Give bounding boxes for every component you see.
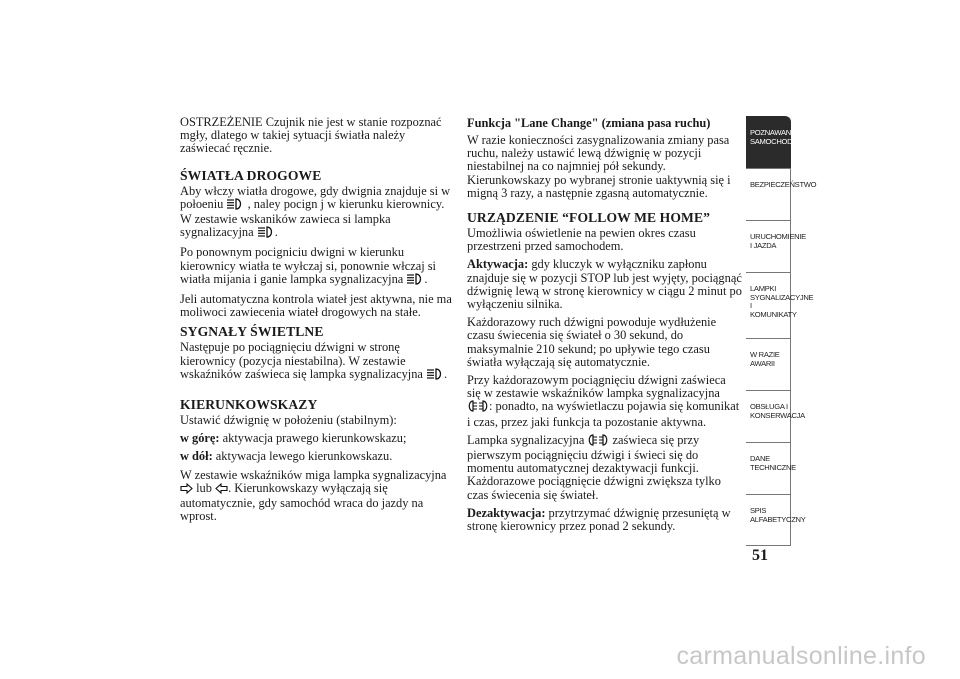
text-span: W zestawie wskaźników miga lampka sygnalizacyjna xyxy=(180,467,447,482)
follow-me-paragraph-4 xyxy=(467,434,742,502)
indicators-intro: Ustawić dźwignię w położeniu (stabilnym): xyxy=(180,413,397,428)
tab-spis-alfabetyczny[interactable]: SPIS ALFABETYCZNY xyxy=(746,494,791,546)
high-beam-icon xyxy=(226,198,244,213)
high-beam-paragraph-3: Jeli automatyczna kontrola wiateł jest aktywna, nie ma moliwoci zawiecenia wiateł drogowych na stałe. xyxy=(180,292,452,320)
indicators-paragraph-2 xyxy=(180,469,452,524)
follow-me-activation xyxy=(467,258,742,311)
follow-me-paragraph-2: Każdorazowy ruch dźwigni powoduje wydłużenie czasu świecenia się świateł o 30 sekund, do maksymalnie 210 sekund; po upływie tego czasu światła wyłączają się automatycznie. xyxy=(467,315,717,369)
text-span: , naley pocign j w kierunku kierownicy. W zestawie wskaników zawieca si lampka sygnalizacyjna xyxy=(180,196,445,240)
lane-change-heading: Funkcja "Lane Change" (zmiana pasa ruchu) xyxy=(467,116,711,130)
label-up: w górę: xyxy=(180,431,220,446)
tab-bezpieczenstwo[interactable]: BEZPIECZEŃSTWO xyxy=(746,168,791,220)
turn-right-arrow-icon xyxy=(180,483,193,497)
high-beam-icon xyxy=(257,226,275,241)
text-span: Następuje po pociągnięciu dźwigni w stronę kierownicy (pozycja niestabilna). W zestawie wskaźników zaświeca się lampka sygnalizacyjna xyxy=(180,340,423,381)
text-span: : ponadto, na wyświetlaczu pojawia się komunikat i czas, przez jaki funkcja ta pozostanie aktywna. xyxy=(467,399,740,429)
indicators-down xyxy=(180,450,452,463)
high-beam-icon xyxy=(426,368,444,383)
follow-me-heading: URZĄDZENIE “FOLLOW ME HOME” xyxy=(467,210,711,226)
fog-warning: OSTRZEŻENIE Czujnik nie jest w stanie rozpoznać mgły, dlatego w takiej sytuacji światła należy zaświecać ręcznie. xyxy=(180,115,442,156)
text-span: zaświeca się przy pierwszym pociągnięciu dźwigi i świeci się do momentu automatycznej dezaktywacji funkcji. Każdorazowe pociągnięcie dźwigni zwiększa tylko czas świecenia się świateł. xyxy=(467,432,721,502)
follow-me-intro: Umożliwia oświetlenie na pewien okres czasu przestrzeni przed samochodem. xyxy=(467,226,696,254)
lane-change-paragraph: W razie konieczności zasygnalizowania zmiany pasa ruchu, należy ustawić lewą dźwignię w pozycji niestabilnej na co najmniej pół sekundy. Kierunkowskazy po wybranej stronie uaktywnią się i migną 3 razy, a następnie zgasną automatycznie. xyxy=(467,133,731,200)
tab-poznawanie-samochodu[interactable]: POZNAWANIE SAMOCHODU xyxy=(746,116,791,168)
text-span: . Kierunkowskazy wyłączają się automatycznie, gdy samochód wraca do jazdy na wprost. xyxy=(180,480,424,524)
text-span: Aby włczy wiatła drogowe, gdy dwignia znajduje si w połoeniu xyxy=(180,183,451,211)
right-column xyxy=(467,116,742,538)
label-down: w dół: xyxy=(180,449,213,464)
text-span: Przy każdorazowym pociągnięciu dźwigni zaświeca się w zestawie wskaźników lampka sygnalizacyjna xyxy=(467,373,726,401)
text-span: Po ponownym pocigniciu dwigni w kierunku kierownicy wiatła te wyłczaj si, ponownie włczaj si wiatła mijania i ganie lampka sygnalizacyjna xyxy=(180,245,436,286)
indicators-up xyxy=(180,432,452,445)
text-span: aktywacja lewego kierunkowskazu. xyxy=(212,449,393,464)
tab-dane-techniczne[interactable]: DANE TECHNICZNE xyxy=(746,442,791,494)
flash-heading: SYGNAŁY ŚWIETLNE xyxy=(180,324,324,340)
tab-uruchomienie-i-jazda[interactable]: URUCHOMIENIE I JAZDA xyxy=(746,220,791,272)
left-column xyxy=(180,116,452,528)
high-beam-heading: ŚWIATŁA DROGOWE xyxy=(180,167,322,183)
text-span: gdy kluczyk w wyłączniku zapłonu znajduje się w pozycji STOP lub jest wyjęty, pociągnąć dźwignię lewą w stronę kierownicy w ciągu 2 minut po wyłączeniu silnika. xyxy=(467,257,742,312)
chapter-tabs xyxy=(746,116,817,546)
text-span: przytrzymać dźwignię przesuniętą w stronę kierownicy przez ponad 2 sekundy. xyxy=(467,505,731,534)
text-span: . xyxy=(424,271,428,286)
follow-me-home-icon xyxy=(467,400,489,415)
text-span: Lampka sygnalizacyjna xyxy=(467,432,585,447)
text-span: . xyxy=(274,225,278,240)
flash-paragraph xyxy=(180,341,452,383)
tab-lampki-sygnalizacyjne[interactable]: LAMPKI SYGNALIZACYJNE I KOMUNIKATY xyxy=(746,272,791,338)
follow-me-deactivation xyxy=(467,507,742,533)
text-span: . xyxy=(444,366,448,381)
follow-me-home-icon xyxy=(587,434,609,449)
text-span: lub xyxy=(196,480,212,495)
page-number: 51 xyxy=(752,547,768,564)
activation-label: Aktywacja: xyxy=(467,257,529,272)
high-beam-icon xyxy=(406,273,424,288)
follow-me-paragraph-3 xyxy=(467,374,742,429)
turn-left-arrow-icon xyxy=(215,483,228,497)
deactivation-label: Dezaktywacja: xyxy=(467,505,546,520)
high-beam-paragraph-1 xyxy=(180,185,452,242)
indicators-heading: KIERUNKOWSKAZY xyxy=(180,397,318,413)
watermark: carmanualsonline.info xyxy=(676,642,926,670)
tab-w-razie-awarii[interactable]: W RAZIE AWARII xyxy=(746,338,791,390)
high-beam-paragraph-2 xyxy=(180,246,452,288)
text-span: aktywacja prawego kierunkowskazu; xyxy=(219,431,407,446)
tab-obsluga-i-konserwacja[interactable]: OBSŁUGA I KONSERWACJA xyxy=(746,390,791,442)
